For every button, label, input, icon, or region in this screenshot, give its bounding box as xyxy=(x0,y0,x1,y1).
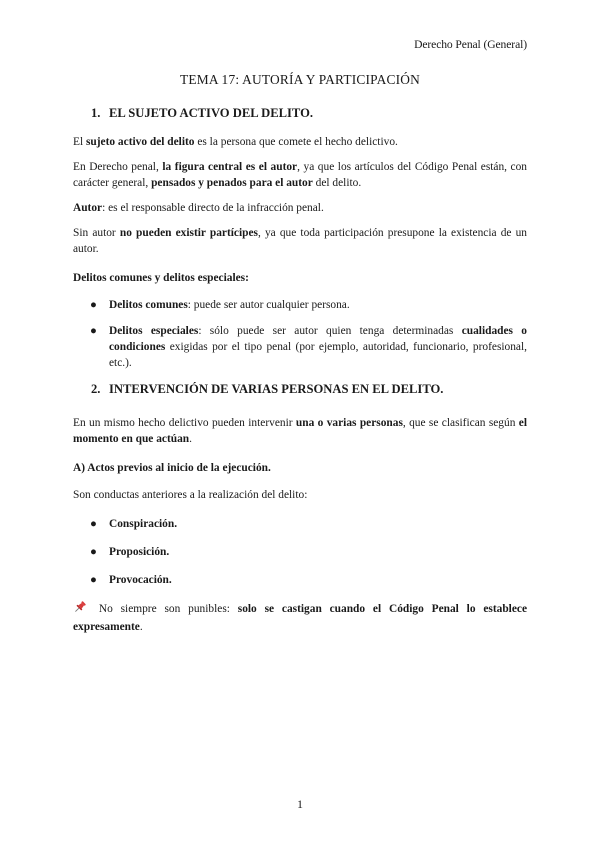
bold-text: Delitos especiales xyxy=(109,325,199,337)
running-header: Derecho Penal (General) xyxy=(414,38,527,51)
paragraph-figura-central xyxy=(73,159,527,191)
bold-text: Delitos comunes xyxy=(109,299,188,311)
bullet: ● xyxy=(90,299,97,311)
bold-text: una o varias personas xyxy=(295,417,403,429)
list-item xyxy=(73,516,527,532)
section-2-title: INTERVENCIÓN DE VARIAS PERSONAS EN EL DELITO. xyxy=(109,382,444,396)
bold-text: no pueden existir partícipes xyxy=(119,227,258,239)
paragraph-participes xyxy=(73,225,527,257)
note-paragraph xyxy=(73,600,527,635)
text: : puede ser autor cualquier persona. xyxy=(187,299,350,311)
list-item xyxy=(73,323,527,371)
document-body xyxy=(73,72,527,644)
bullet: ● xyxy=(90,325,97,337)
bullet: ● xyxy=(90,546,97,558)
list-item xyxy=(73,572,527,588)
text: , que se clasifican según xyxy=(402,417,519,429)
text: En un mismo hecho delictivo pueden intervenir xyxy=(73,417,296,429)
section-1-heading xyxy=(91,105,527,121)
subheading-actos-previos: A) Actos previos al inicio de la ejecución. xyxy=(73,462,271,474)
bold-text: cualidades o condiciones xyxy=(109,325,527,353)
text: : sólo puede ser autor quien tenga determinadas xyxy=(198,325,462,337)
list-item xyxy=(73,297,527,313)
bold-text: la figura central es el autor xyxy=(162,161,298,173)
paragraph-sujeto-activo xyxy=(73,134,527,150)
text: : es el responsable directo de la infracción penal. xyxy=(102,202,324,214)
text: , ya que los artículos del Código Penal están, con carácter general, xyxy=(73,161,528,189)
bold-text: Proposición. xyxy=(109,546,170,558)
bold-text: Conspiración. xyxy=(109,518,178,530)
text: . xyxy=(189,433,192,445)
subheading-delitos: Delitos comunes y delitos especiales: xyxy=(73,272,249,284)
paragraph-conductas: Son conductas anteriores a la realización del delito: xyxy=(73,489,308,501)
bold-text: pensados y penados para el autor xyxy=(151,177,313,189)
actos-list xyxy=(73,516,527,588)
bold-text: el momento en que actúan xyxy=(73,417,527,445)
text: Sin autor xyxy=(73,227,120,239)
bold-text: Provocación. xyxy=(109,574,172,586)
page-number: 1 xyxy=(297,797,303,811)
section-2-heading xyxy=(91,381,527,397)
bold-text: sujeto activo del delito xyxy=(85,136,195,148)
text: . xyxy=(139,621,143,633)
text: es la persona que comete el hecho delictivo. xyxy=(194,136,398,148)
text: exigidas por el tipo penal (por ejemplo, autoridad, funcionario, profesional, etc.). xyxy=(109,341,527,369)
text: El xyxy=(73,136,86,148)
bold-text: solo se castigan cuando el Código Penal lo establece expresamente xyxy=(73,603,527,633)
text: En Derecho penal, xyxy=(73,161,163,173)
pushpin-icon xyxy=(73,600,87,619)
bold-text: Autor xyxy=(73,202,103,214)
paragraph-autor xyxy=(73,200,527,216)
bullet: ● xyxy=(90,518,97,530)
text: , ya que toda participación presupone la existencia de un autor. xyxy=(73,227,527,255)
paragraph-intervencion xyxy=(73,415,527,447)
text: No siempre son punibles: xyxy=(91,603,238,615)
document-title: TEMA 17: AUTORÍA Y PARTICIPACIÓN xyxy=(180,72,420,87)
list-item xyxy=(73,544,527,560)
delitos-list xyxy=(73,297,527,371)
section-1-number: 1. xyxy=(91,106,101,120)
text: del delito. xyxy=(312,177,362,189)
section-2-number: 2. xyxy=(91,382,101,396)
bullet: ● xyxy=(90,574,97,586)
section-1-title: EL SUJETO ACTIVO DEL DELITO. xyxy=(109,106,314,120)
